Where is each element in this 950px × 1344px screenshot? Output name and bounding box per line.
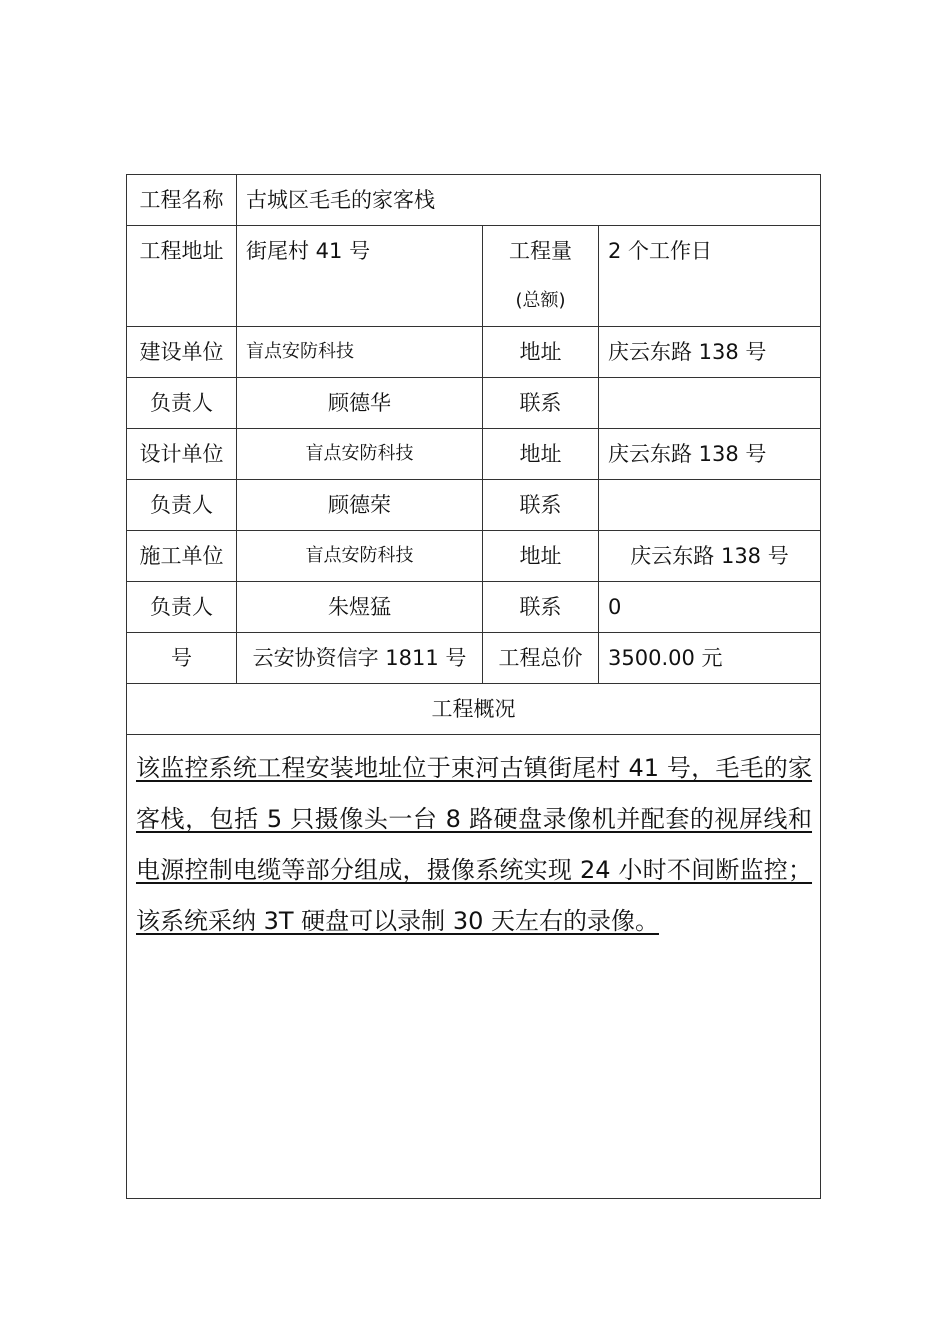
constructor-unit-value: 盲点安防科技 [237,531,483,582]
quantity-label-line2: (总额) [515,290,566,311]
designer-unit-label: 设计单位 [127,429,237,480]
builder-contact-value [599,378,821,429]
row-constructor-unit [127,531,821,582]
row-designer-unit [127,429,821,480]
overview-heading: 工程概况 [127,684,821,735]
total-price-label: 工程总价 [483,633,599,684]
overview-body [127,735,821,1199]
builder-unit-value: 盲点安防科技 [237,327,483,378]
constructor-unit-label: 施工单位 [127,531,237,582]
designer-contact-value [599,480,821,531]
builder-person-value: 顾德华 [237,378,483,429]
quantity-value: 2 个工作日 [599,226,821,327]
quantity-label-line1: 工程量 [509,239,572,263]
designer-person-value: 顾德荣 [237,480,483,531]
row-project-address [127,226,821,327]
row-builder-person [127,378,821,429]
project-name-value: 古城区毛毛的家客栈 [237,175,821,226]
constructor-address-value: 庆云东路 138 号 [599,531,821,582]
row-designer-person [127,480,821,531]
number-value: 云安协资信字 1811 号 [237,633,483,684]
project-name-label: 工程名称 [127,175,237,226]
row-builder-unit [127,327,821,378]
row-overview-heading [127,684,821,735]
project-info-table [126,174,821,1199]
builder-person-label: 负责人 [127,378,237,429]
builder-contact-label: 联系 [483,378,599,429]
overview-text: 该监控系统工程安装地址位于束河古镇街尾村 41 号，毛毛的家客栈，包括 5 只摄像头一台 8 路硬盘录像机并配套的视屏线和电源控制电缆等部分组成，摄像系统实现 24 小时不间断监控；该系统采纳 3T 硬盘可以录制 30 天左右的录像。 [136,754,813,935]
constructor-address-label: 地址 [483,531,599,582]
constructor-person-label: 负责人 [127,582,237,633]
project-address-label: 工程地址 [127,226,237,327]
builder-unit-label: 建设单位 [127,327,237,378]
constructor-contact-value: 0 [599,582,821,633]
constructor-person-value: 朱煜猛 [237,582,483,633]
row-number-price [127,633,821,684]
total-price-value: 3500.00 元 [599,633,821,684]
designer-address-value: 庆云东路 138 号 [599,429,821,480]
constructor-contact-label: 联系 [483,582,599,633]
row-project-name [127,175,821,226]
builder-address-value: 庆云东路 138 号 [599,327,821,378]
builder-address-label: 地址 [483,327,599,378]
row-overview-body [127,735,821,1199]
quantity-label [483,226,599,327]
designer-contact-label: 联系 [483,480,599,531]
number-label: 号 [127,633,237,684]
designer-address-label: 地址 [483,429,599,480]
designer-unit-value: 盲点安防科技 [237,429,483,480]
project-address-value: 街尾村 41 号 [237,226,483,327]
row-constructor-person [127,582,821,633]
designer-person-label: 负责人 [127,480,237,531]
